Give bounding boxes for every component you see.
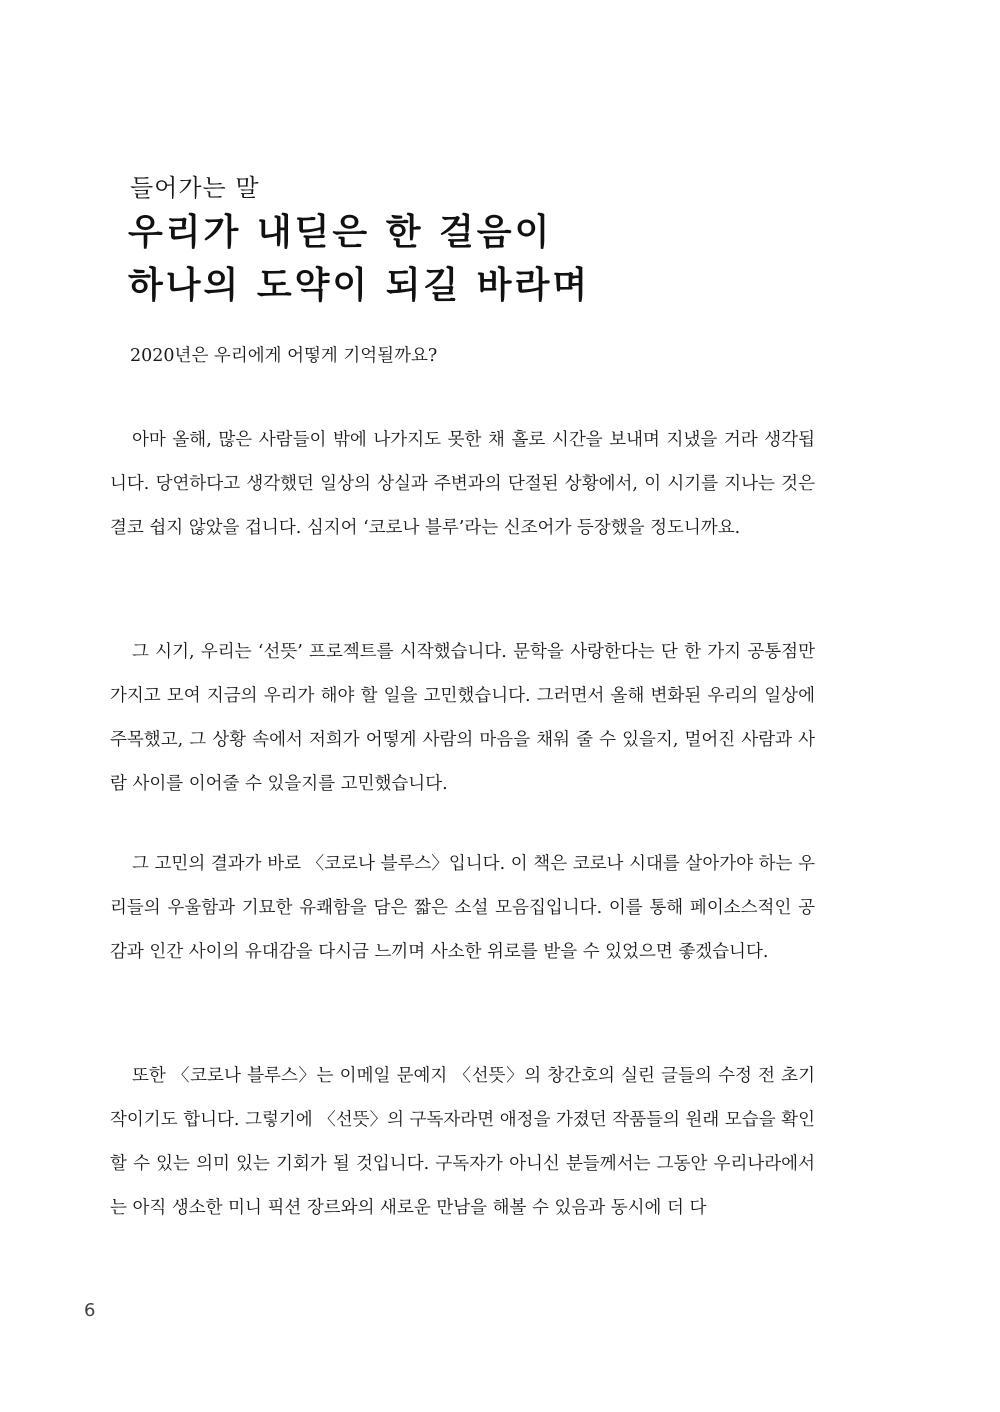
section-kicker: 들어가는 말 xyxy=(130,174,260,202)
chapter-title-line-1: 우리가 내딛은 한 걸음이 xyxy=(128,212,553,253)
opening-question: 2020년은 우리에게 어떻게 기억될까요? xyxy=(130,346,438,366)
paragraph-1: 아마 올해, 많은 사람들이 밖에 나가지도 못한 채 홀로 시간을 보내며 지냈을 거라 생각됩니다. 당연하다고 생각했던 일상의 상실과 주변과의 단절된 상황에서, 이 시기를 지나는 것은 결코 쉽지 않았을 겁니다. 심지어 ‘코로나 블루’라는 신조어가 등장했을 정도니까요. xyxy=(110,430,815,538)
page-number: 6 xyxy=(84,1300,96,1321)
chapter-title xyxy=(128,206,590,312)
paragraph-3: 그 고민의 결과가 바로 〈코로나 블루스〉입니다. 이 책은 코로나 시대를 살아가야 하는 우리들의 우울함과 기묘한 유쾌함을 담은 짧은 소설 모음집입니다. 이를 통해 페이소스적인 공감과 인간 사이의 유대감을 다시금 느끼며 사소한 위로를 받을 수 있었으면 좋겠습니다. xyxy=(110,854,815,962)
chapter-title-line-2: 하나의 도약이 되길 바라며 xyxy=(128,265,591,306)
paragraph-4: 또한 〈코로나 블루스〉는 이메일 문예지 〈선뜻〉의 창간호의 실린 글들의 수정 전 초기작이기도 합니다. 그렇기에 〈선뜻〉의 구독자라면 애정을 가졌던 작품들의 원래 모습을 확인할 수 있는 의미 있는 기회가 될 것입니다. 구독자가 아니신 분들께서는 그동안 우리나라에서는 아직 생소한 미니 픽션 장르와의 새로운 만남을 해볼 수 있음과 동시에 더 다 xyxy=(110,1066,815,1218)
paragraph-2: 그 시기, 우리는 ‘선뜻’ 프로젝트를 시작했습니다. 문학을 사랑한다는 단 한 가지 공통점만 가지고 모여 지금의 우리가 해야 할 일을 고민했습니다. 그러면서 올해 변화된 우리의 일상에 주목했고, 그 상황 속에서 저희가 어떻게 사람의 마음을 채워 줄 수 있을지, 멀어진 사람과 사람 사이를 이어줄 수 있을지를 고민했습니다. xyxy=(110,642,815,794)
